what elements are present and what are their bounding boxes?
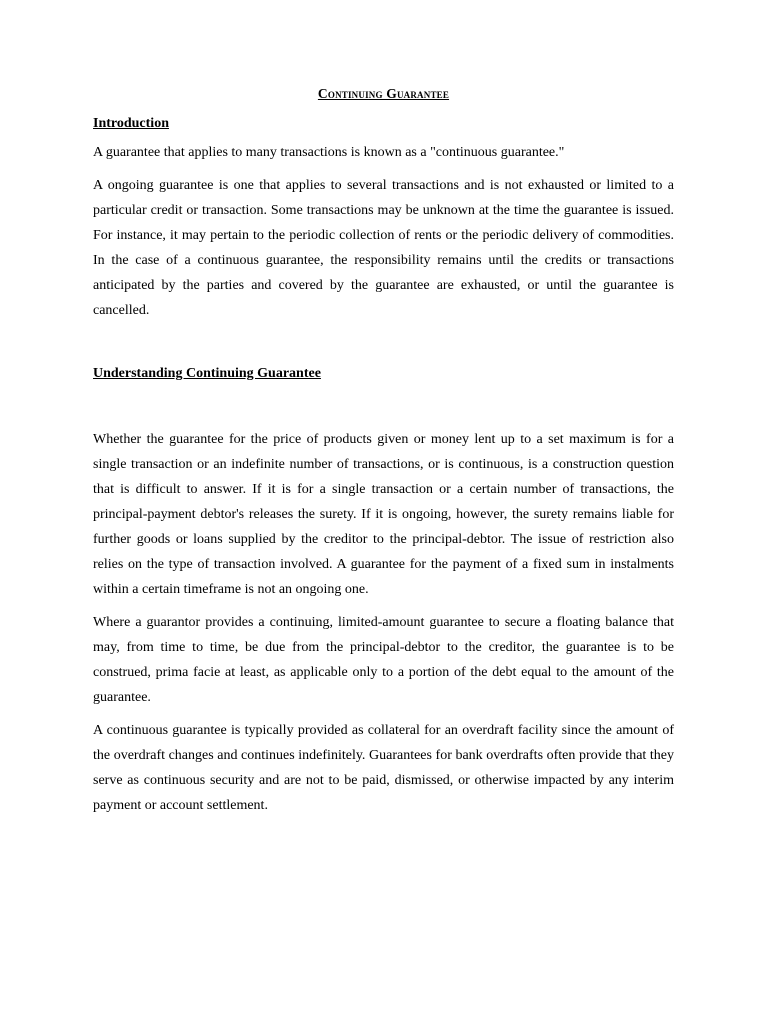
- paragraph-understanding-3: A continuous guarantee is typically provided as collateral for an overdraft facility since the amount of the overdraft changes and continues indefinitely. Guarantees for bank overdrafts often provide that they serve as continuous security and are not to be paid, dismissed, or otherwise impacted by any interim payment or account settlement.: [93, 723, 674, 813]
- section-heading-introduction: Introduction: [93, 116, 169, 131]
- paragraph-understanding-1: Whether the guarantee for the price of products given or money lent up to a set maximum is for a single transaction or an indefinite number of transactions, or is continuous, is a construction question that is difficult to answer. If it is for a single transaction or a certain number of transactions, the principal-payment debtor's releases the surety. If it is ongoing, however, the surety remains liable for further goods or loans supplied by the creditor to the principal-debtor. The issue of restriction also relies on the type of transaction involved. A guarantee for the payment of a fixed sum in instalments within a certain timeframe is not an ongoing one.: [93, 432, 674, 597]
- paragraph-introduction-1: A guarantee that applies to many transactions is known as a "continuous guarantee.": [93, 145, 565, 160]
- paragraph-introduction-2: A ongoing guarantee is one that applies to several transactions and is not exhausted or limited to a particular credit or transaction. Some transactions may be unknown at the time the guarantee is issued. For instance, it may pertain to the periodic collection of rents or the periodic delivery of commodities. In the case of a continuous guarantee, the responsibility remains until the credits or transactions anticipated by the parties and covered by the guarantee are exhausted, or until the guarantee is cancelled.: [93, 178, 674, 318]
- document-title: Continuing Guarantee: [317, 86, 450, 101]
- paragraph-understanding-2: Where a guarantor provides a continuing, limited-amount guarantee to secure a floating balance that may, from time to time, be due from the principal-debtor to the creditor, the guarantee is to be construed, prima facie at least, as applicable only to a portion of the debt equal to the amount of the guarantee.: [93, 615, 674, 705]
- section-heading-understanding: Understanding Continuing Guarantee: [93, 366, 321, 381]
